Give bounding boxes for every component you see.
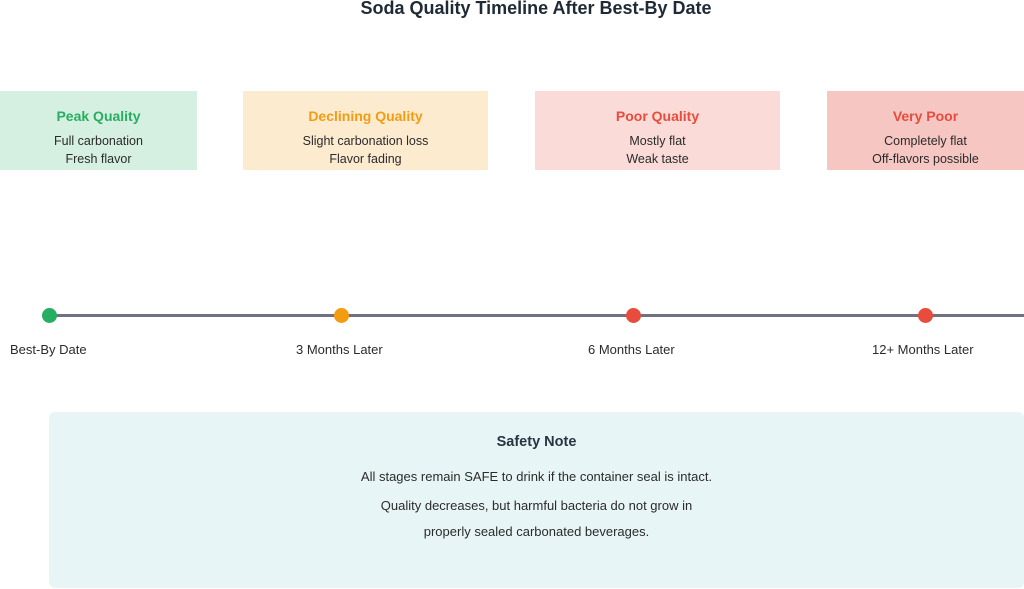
page-title: Soda Quality Timeline After Best-By Date [360,0,712,18]
safety-note-panel [49,412,1024,588]
stage-box-poor-quality [535,91,780,170]
stage-description: Mostly flat [629,134,686,148]
timeline-label-3-months: 3 Months Later [296,342,383,357]
stage-description: Off-flavors possible [872,152,979,166]
stage-box-peak-quality [0,91,197,170]
safety-note-line: Quality decreases, but harmful bacteria do not grow in [380,498,693,513]
safety-note-line: properly sealed carbonated beverages. [423,524,650,539]
stage-description: Weak taste [626,152,689,166]
stage-title: Peak Quality [56,108,141,124]
timeline-label-12-months: 12+ Months Later [872,342,974,357]
stage-description: Fresh flavor [65,152,132,166]
stage-title: Very Poor [892,108,959,124]
stage-description: Full carbonation [54,134,143,148]
stage-description: Flavor fading [329,152,402,166]
stage-box-declining-quality [243,91,488,170]
timeline-dot-3-months [334,308,349,323]
timeline-dot-best-by [42,308,57,323]
safety-note-title: Safety Note [496,434,577,450]
stage-description: Slight carbonation loss [302,134,429,148]
timeline-dot-6-months [626,308,641,323]
timeline-label-6-months: 6 Months Later [588,342,675,357]
timeline-line [50,314,1024,317]
timeline-label-best-by: Best-By Date [10,342,87,357]
stage-description: Completely flat [884,134,967,148]
stage-title: Declining Quality [308,108,423,124]
stage-box-very-poor [827,91,1024,170]
timeline-dot-12-months [918,308,933,323]
stage-title: Poor Quality [615,108,700,124]
safety-note-line: All stages remain SAFE to drink if the container seal is intact. [360,469,713,484]
